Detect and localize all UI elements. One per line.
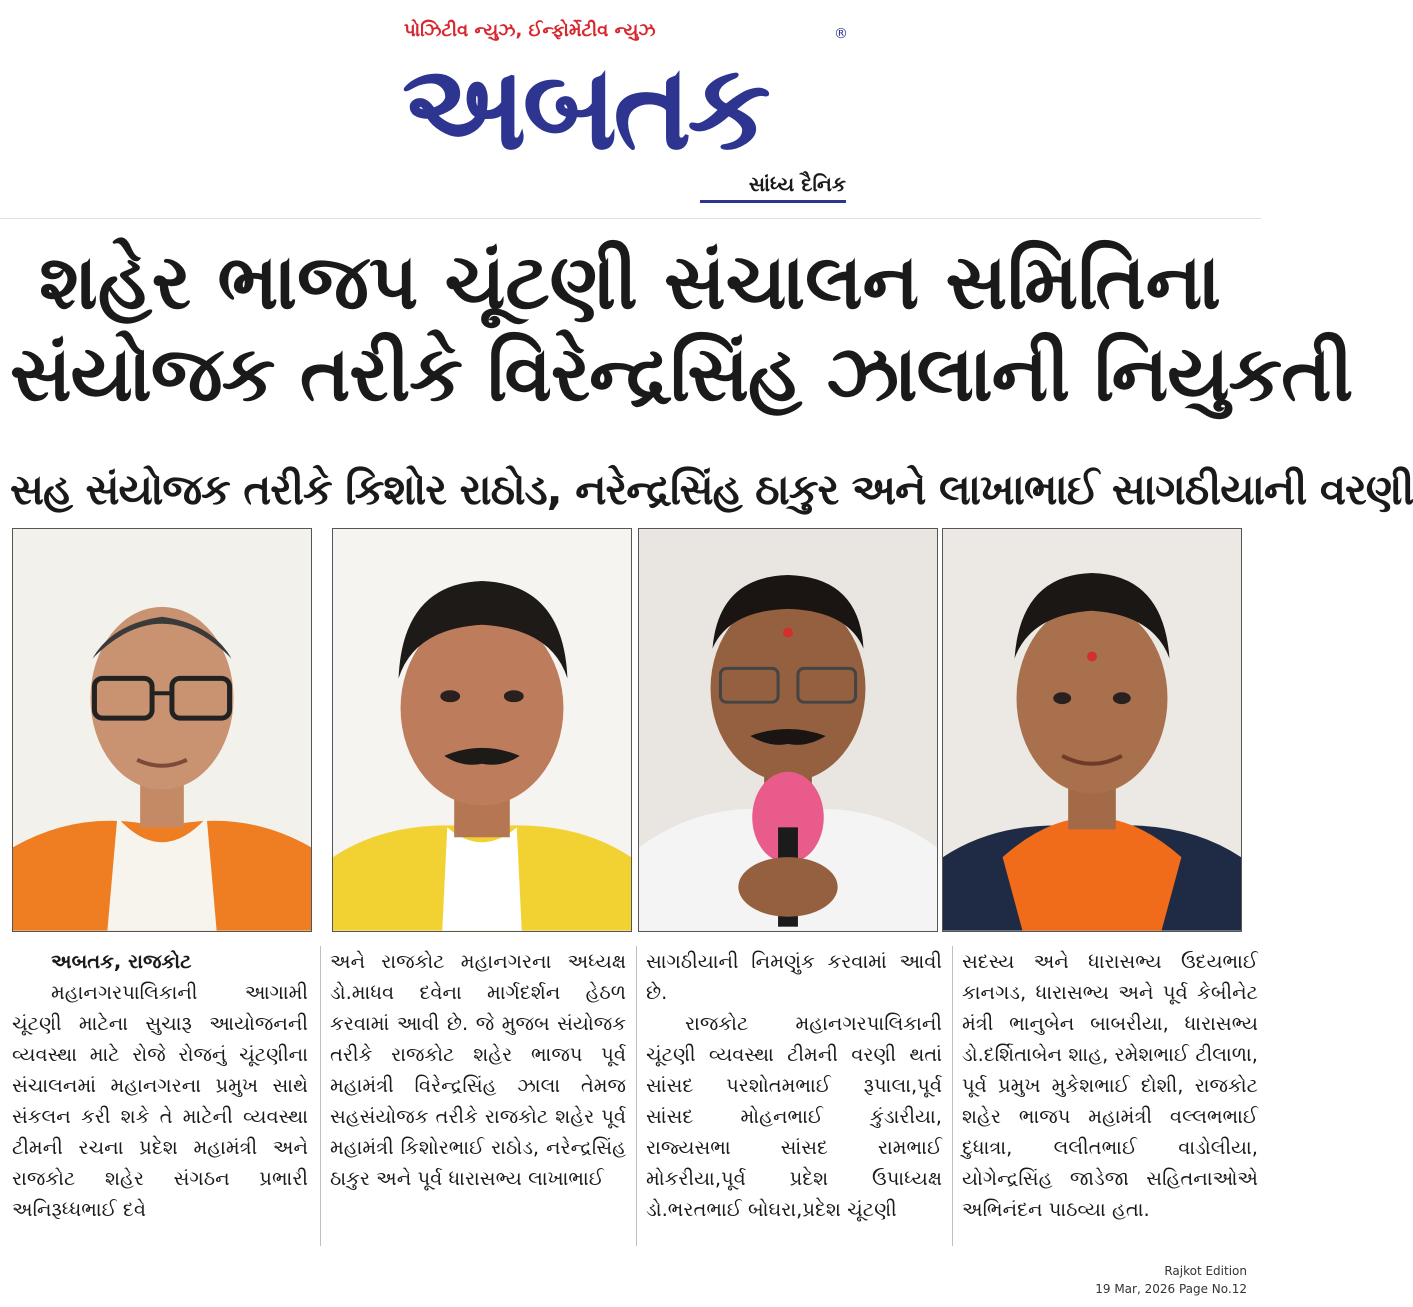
masthead <box>0 0 1261 212</box>
column-divider <box>320 946 321 1246</box>
column-3-paragraph-2: રાજકોટ મહાનગરપાલિકાની ચૂંટણી વ્યવસ્થા ટીમની વરણી થતાં સાંસદ પરશોતમભાઈ રૂપાલા,પૂર્વ સાંસદ મોહનભાઈ કુંડારીયા, રાજ્યસભા સાંસદ રામભાઈ મોકરીયા,પૂર્વ પ્રદેશ ઉપાધ્યક્ષ ડો.ભરતભાઈ બોઘરા,પ્રદેશ ચૂંટણી <box>646 1012 942 1221</box>
page-footer <box>1007 1262 1247 1298</box>
column-1-paragraph-1: મહાનગરપાલિકાની આગામી ચૂંટણી માટેના સુચારૂ આયોજનની વ્યવસ્થા માટે રોજે રોજનું ચૂંટણીના સંચાલનમાં મહાનગરના પ્રમુખ સાથે સંકલન કરી શકે તે માટેની વ્યવસ્થા ટીમની રચના પ્રદેશ મહામંત્રી અને રાજકોટ શહેર સંગઠન પ્રભારી અનિરૂધ્ધભાઈ દવે <box>12 981 308 1221</box>
article-dateline: અબતક, રાજકોટ <box>51 950 192 973</box>
article-column-4 <box>962 946 1258 1256</box>
portrait-photo-2 <box>332 528 632 932</box>
date-page-label: 19 Mar, 2026 Page No.12 <box>1095 1282 1247 1296</box>
column-divider <box>636 946 637 1246</box>
article-column-2 <box>330 946 626 1256</box>
registered-mark: ® <box>834 26 848 42</box>
portrait-image-2 <box>333 529 631 931</box>
column-divider <box>952 946 953 1246</box>
masthead-tagline: પોઝિટીવ ન્યુઝ, ઈન્ફોર્મેટીવ ન્યુઝ <box>404 20 656 41</box>
article-headline <box>10 236 1353 420</box>
column-2-paragraph-1: અને રાજકોટ મહાનગરના અધ્યક્ષ ડો.માધવ દવેના માર્ગદર્શન હેઠળ કરવામાં આવી છે. જે મુજબ સંયોજક તરીકે રાજકોટ શહેર ભાજપ પૂર્વ મહામંત્રી વિરેન્દ્રસિંહ ઝાલા તેમજ સહસંયોજક તરીકે રાજકોટ શહેર પૂર્વ મહામંત્રી કિશોરભાઈ રાઠોડ, નરેન્દ્રસિંહ ઠાકુર અને પૂર્વ ધારાસભ્ય લાખાભાઈ <box>330 950 626 1190</box>
headline-line-2: સંયોજક તરીકે વિરેન્દ્રસિંહ ઝાલાની નિયુકતી <box>10 329 1353 418</box>
portrait-photo-1 <box>12 528 312 932</box>
article-column-3 <box>646 946 942 1256</box>
headline-line-1: શહેર ભાજપ ચૂંટણી સંચાલન સમિતિના <box>39 237 1221 326</box>
article-column-1 <box>12 946 308 1256</box>
column-4-paragraph-1: સદસ્ય અને ધારાસભ્ય ઉદયભાઈ કાનગડ, ધારાસભ્ય અને પૂર્વ કેબીનેટ મંત્રી ભાનુબેન બાબરીયા, ધારાસભ્ય ડો.દર્શિતાબેન શાહ, રમેશભાઈ ટીલાળા, પૂર્વ પ્રમુખ મુકેશભાઈ દોશી, રાજકોટ શહેર ભાજપ મહામંત્રી વલ્લભભાઈ દુધાત્રા, લલીતભાઈ વાડોલીયા, યોગેન્દ્રસિંહ જાડેજા સહિતનાઓએ અભિનંદન પાઠવ્યા હતા. <box>962 950 1258 1221</box>
column-3-paragraph-1: સાગઠીયાની નિમણુંક કરવામાં આવી છે. <box>646 950 942 1004</box>
edition-type: સાંધ્ય દૈનિક <box>700 172 846 203</box>
portrait-photo-3 <box>638 528 938 932</box>
article-subheadline: સહ સંયોજક તરીકે કિશોર રાઠોડ, નરેન્દ્રસિંહ ઠાકુર અને લાખાભાઈ સાગઠીયાની વરણી <box>10 465 1413 514</box>
edition-label: Rajkot Edition <box>1164 1264 1247 1278</box>
portrait-image-1 <box>13 529 311 931</box>
portrait-photo-4 <box>942 528 1242 932</box>
newspaper-logo[interactable]: અબતક <box>402 38 767 176</box>
masthead-divider <box>0 218 1261 219</box>
portrait-image-4 <box>943 529 1241 931</box>
portrait-image-3 <box>639 529 937 931</box>
